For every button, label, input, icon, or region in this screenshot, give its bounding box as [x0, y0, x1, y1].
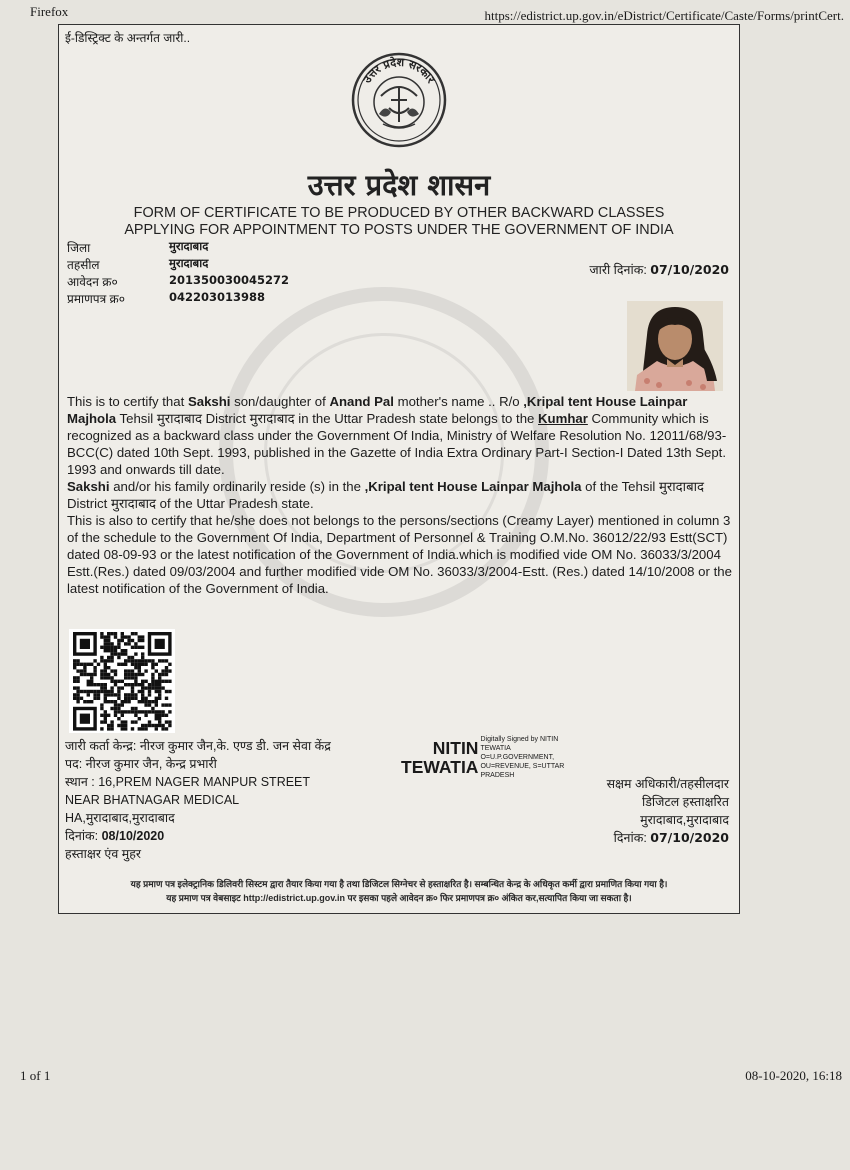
issuer-details	[65, 737, 331, 863]
info-value: 201350030045272	[169, 273, 290, 287]
signature-details: Digitally Signed by NITIN TEWATIA O=U.P.GOVERNMENT, OU=REVENUE, S=UTTAR PRADESH	[480, 736, 565, 779]
authority-signed: डिजिटल हस्ताक्षरित	[642, 795, 729, 809]
issuing-centre: जारी कर्ता केन्द्र: नीरज कुमार जैन,के. एण्ड डी. जन सेवा केंद्र	[65, 739, 331, 753]
qr-code	[69, 629, 175, 733]
info-label: प्रमाणपत्र क्र०	[67, 292, 126, 306]
up-government-emblem	[351, 52, 447, 148]
certification-paragraph: This is to certify that Sakshi son/daughter of Anand Pal mother's name .. R/o ,Kripal tent House Lainpar Majhola Tehsil मुरादाबाद District मुरादाबाद in the Uttar Pradesh state belongs to the Kumhar Community which is recognized as a backward class under the Government Of India, Ministry of Welfare Resolution No. 12011/68/93-BCC(C) dated 10th Sept. 1993, published in the Gazette of India Extra Ordinary Part-I Section-I Dated 13th Sept. 1993 and onwards till date.	[67, 394, 727, 477]
signer-name: NITIN TEWATIA	[401, 738, 479, 777]
caste-certificate	[58, 24, 740, 914]
form-title	[59, 205, 739, 239]
info-application-no	[67, 273, 289, 290]
certificate-body	[67, 393, 733, 597]
authority-place: मुरादाबाद,मुरादाबाद	[640, 813, 729, 827]
edistrict-note: ई-डिस्ट्रिक्ट के अन्तर्गत जारी..	[65, 31, 191, 45]
residence-paragraph: Sakshi and/or his family ordinarily reside (s) in the ,Kripal tent House Lainpar Majhola of the Tehsil मुरादाबाद District मुरादाबाद of the Uttar Pradesh state.	[67, 479, 705, 511]
authority-date: दिनांक: 07/10/2020	[613, 830, 729, 845]
creamy-layer-paragraph: This is also to certify that he/she does not belongs to the persons/sections (Creamy Layer) mentioned in column 3 of the schedule to the Government Of India, Department of Personnel & Training O.M.No. 36012/22/93 Estt(SCT) dated 08-09-93 or the latest notification of the Government of India.which is modified vide OM No. 36033/3/2004 Estt.(Res.) dated 09/03/2004 and further modified vide OM No. 36033/3/2004-Estt. (Res.) dated 14/10/2008 or the latest notification of the Government of India.	[67, 513, 732, 596]
issuer-post: पद: नीरज कुमार जैन, केन्द्र प्रभारी	[65, 757, 217, 771]
info-value: मुरादाबाद	[169, 239, 209, 253]
issuer-place: HA,मुरादाबाद,मुरादाबाद	[65, 811, 175, 825]
applicant-name: Sakshi	[187, 394, 231, 409]
applicant-photo	[627, 301, 723, 391]
info-certificate-no	[67, 290, 265, 307]
footer-line: यह प्रमाण पत्र वेबसाइट http://edistrict.up.gov.in पर इसका पहले आवेदन क्र० फिर प्रमाणपत्र क्र० अंकित कर,सत्यापित किया जा सकता है।	[166, 893, 632, 903]
issuer-place: NEAR BHATNAGAR MEDICAL	[65, 793, 240, 807]
page-url: https://edistrict.up.gov.in/eDistrict/Certificate/Caste/Forms/printCert.	[484, 8, 844, 23]
community: Kumhar	[538, 411, 588, 426]
issuer-date: दिनांक: 08/10/2020	[65, 829, 165, 843]
svg-text:उत्तर प्रदेश सरकार	[360, 55, 438, 86]
print-timestamp: 08-10-2020, 16:18	[745, 1068, 842, 1083]
browser-name: Firefox	[30, 4, 69, 19]
competent-authority	[607, 775, 729, 847]
digital-signature	[401, 735, 575, 780]
issue-date-value: 07/10/2020	[650, 262, 729, 277]
info-label: आवेदन क्र०	[67, 275, 118, 289]
authority-title: सक्षम अधिकारी/तहसीलदार	[606, 777, 729, 791]
issuer-place: स्थान : 16,PREM NAGER MANPUR STREET	[65, 775, 311, 789]
info-value: 042203013988	[169, 290, 266, 304]
govt-title: उत्तर प्रदेश शासन	[307, 168, 491, 202]
issue-date	[589, 261, 729, 278]
info-tehsil	[67, 256, 208, 273]
info-value: मुरादाबाद	[169, 256, 209, 270]
address: ,Kripal tent House Lainpar Majhola	[67, 394, 688, 426]
address: ,Kripal tent House Lainpar Majhola	[364, 479, 582, 494]
footer-line: यह प्रमाण पत्र इलेक्ट्रानिक डिलिवरी सिस्टम द्वारा तैयार किया गया है तथा डिजिटल सिग्नेचर से हस्ताक्षरित है। सम्बन्धित केन्द्र के अधिकृत कर्मी द्वारा प्रमाणित किया गया है।	[130, 879, 668, 889]
emblem-text: उत्तर प्रदेश सरकार	[360, 55, 438, 86]
applicant-name: Sakshi	[67, 479, 110, 494]
signature-and-seal-label: हस्ताक्षर एंव मुहर	[65, 847, 141, 861]
father-name: Anand Pal	[329, 394, 394, 409]
form-title-line2: APPLYING FOR APPOINTMENT TO POSTS UNDER THE GOVERNMENT OF INDIA	[124, 222, 674, 238]
page-count: 1 of 1	[20, 1068, 51, 1083]
certificate-footer	[59, 877, 739, 905]
issue-date-label: जारी दिनांक:	[589, 263, 647, 277]
info-district	[67, 239, 208, 256]
info-label: जिला	[67, 241, 91, 255]
info-label: तहसील	[67, 258, 100, 272]
form-title-line1: FORM OF CERTIFICATE TO BE PRODUCED BY OTHER BACKWARD CLASSES	[133, 205, 665, 221]
